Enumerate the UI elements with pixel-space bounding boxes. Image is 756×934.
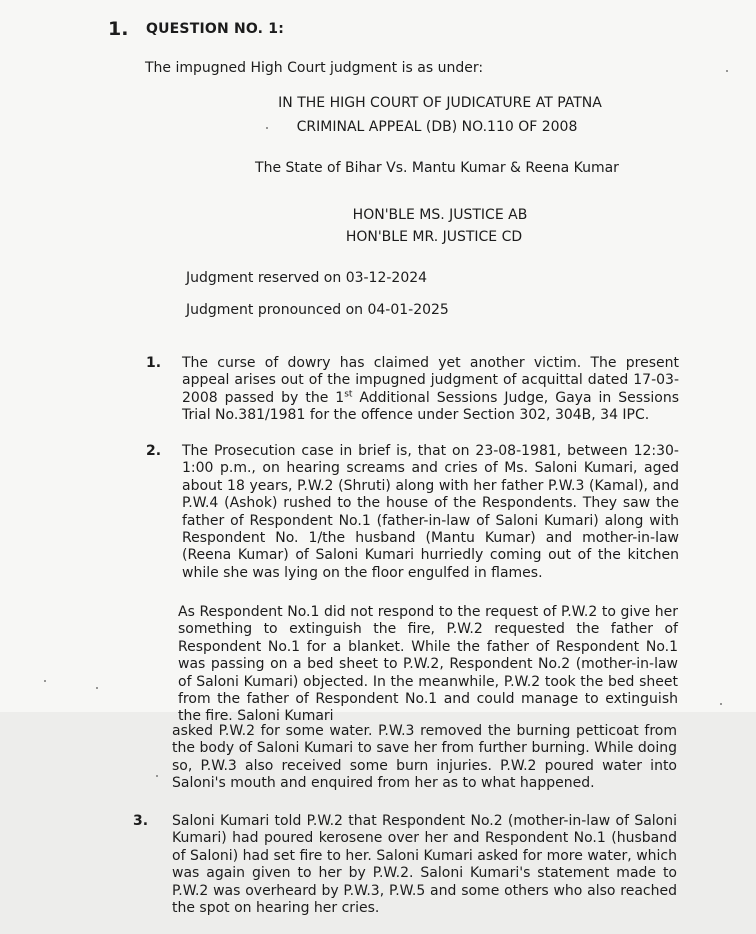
- appeal-number: CRIMINAL APPEAL (DB) NO.110 OF 2008: [296, 119, 578, 135]
- paragraph-2: The Prosecution case in brief is, that on 23-08-1981, between 12:30-1:00 p.m., on hearing screams and cries of Ms. Saloni Kumari, aged about 18 years, P.W.2 (Shruti) along with her father P.W.3 (Kamal), and P.W.4 (Ashok) rushed to the house of the Respondents. They saw the father of Respondent No.1 (father-in-law of Saloni Kumari) along with Respondent No. 1/the husband (Mantu Kumar) and mother-in-law (Reena Kumar) of Saloni Kumari hurriedly coming out of the kitchen while she was lying on the floor engulfed in flames.: [182, 443, 679, 581]
- bench-judge-1: HON'BLE MS. JUSTICE AB: [352, 207, 528, 223]
- judgment-reserved: Judgment reserved on 03-12-2024: [186, 270, 428, 286]
- paragraph-1-text-b: Additional Sessions Judge, Gaya in Sessions Trial No.381/1981 for the offence under Section 302, 304B, 34 IPC.: [182, 389, 679, 424]
- paragraph-1-text-a: The curse of dowry has claimed yet another victim. The present appeal arises out of the impugned judgment of acquittal dated 17-03-2008 passed by the 1: [182, 355, 679, 406]
- bench-judge-2: HON'BLE MR. JUSTICE CD: [345, 229, 523, 245]
- paragraph-1: [182, 355, 679, 425]
- paragraph-3: Saloni Kumari told P.W.2 that Respondent No.2 (mother-in-law of Saloni Kumari) had poured kerosene over her and Respondent No.1 (husband of Saloni) had set fire to her. Saloni Kumari asked for more water, which was again given to her by P.W.2. Saloni Kumari's statement made to P.W.2 was overheard by P.W.3, P.W.5 and some others who also reached the spot on hearing her cries.: [172, 813, 677, 917]
- paragraph-number: 3.: [133, 813, 149, 829]
- paragraph-number: 1.: [146, 355, 162, 371]
- paragraph-number: 2.: [146, 443, 162, 459]
- ordinal-suffix: st: [344, 389, 353, 400]
- scan-speck: [720, 703, 722, 705]
- paragraph-2-continued: As Respondent No.1 did not respond to the request of P.W.2 to give her something to extinguish the fire, P.W.2 requested the father of Respondent No.1 for a blanket. While the father of Respondent No.1 was passing on a bed sheet to P.W.2, Respondent No.2 (mother-in-law of Saloni Kumari) objected. In the meanwhile, P.W.2 took the bed sheet from the father of Respondent No.1 and could manage to extinguish the fire. Saloni Kumari: [178, 604, 678, 725]
- court-name: IN THE HIGH COURT OF JUDICATURE AT PATNA: [278, 95, 602, 111]
- case-parties: The State of Bihar Vs. Mantu Kumar & Reena Kumar: [255, 160, 619, 176]
- scan-speck: [156, 775, 158, 777]
- intro-line: The impugned High Court judgment is as under:: [145, 60, 484, 76]
- judgment-pronounced: Judgment pronounced on 04-01-2025: [186, 302, 449, 318]
- scan-speck: [96, 687, 98, 689]
- scan-speck: [726, 70, 728, 72]
- question-number: 1.: [108, 18, 129, 40]
- paragraph-2-continued-2: asked P.W.2 for some water. P.W.3 removed the burning petticoat from the body of Saloni Kumari to save her from further burning. While doing so, P.W.3 also received some burn injuries. P.W.2 poured water into Saloni's mouth and enquired from her as to what happened.: [172, 723, 677, 792]
- question-title: QUESTION NO. 1:: [146, 21, 285, 37]
- scan-speck: [44, 680, 46, 682]
- scan-speck: [266, 127, 268, 129]
